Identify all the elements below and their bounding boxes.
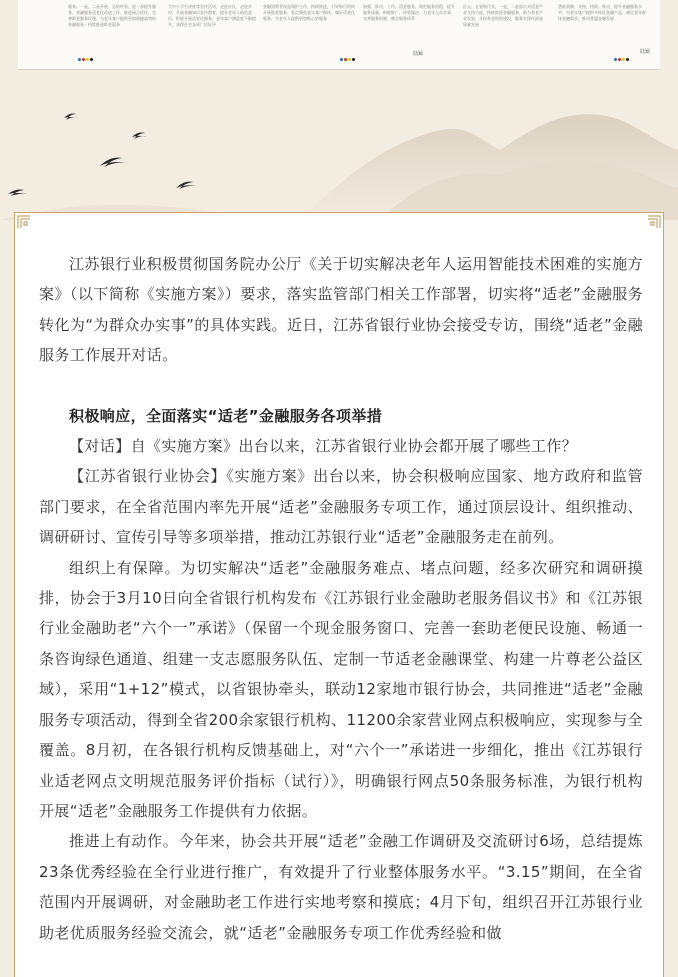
print-color-marks — [614, 58, 629, 61]
corner-ornament-icon — [647, 215, 661, 229]
answer-paragraph: 【江苏省银行业协会】《实施方案》出台以来，协会积极响应国家、地方政府和监管部门要求，在全省范围内率先开展“适老”金融服务专项工作，通过顶层设计、组织推动、调研研讨、宣传引导等多项举措，推动江苏银行业“适老”金融服务走在前列。 — [39, 467, 643, 547]
newspaper-column: 亿元。全省银行业，一是，二是加大对适老产业支持力度，持续推进金融服务，助力养老产业发展，支持养老机构建设，服务实体经济高质量发展 — [463, 4, 543, 27]
bird-icon — [8, 114, 197, 197]
article-card — [14, 212, 664, 977]
newspaper-signature: 陆颖 — [413, 51, 424, 57]
corner-ornament-icon — [17, 215, 31, 229]
newspaper-column: 服务。一是，二是开展，总结经验，进一步提升服务，金融服务适老化改造工作，推进网点优化，完善助老服务设施，为老年客户提供更加便捷高效的金融服务，持续推进助老服务 — [68, 4, 156, 27]
print-color-marks — [78, 58, 93, 61]
print-color-marks — [340, 58, 355, 61]
newspaper-signature: 陆颖 — [640, 49, 651, 55]
newspaper-column: 贷款余额，支持，持续，推动，提升金融服务水平，为老年客户提供多样化金融产品，满足老年群体金融需求，推动普惠金融发展 — [558, 4, 646, 21]
organization-paragraph: 组织上有保障。为切实解决“适老”金融服务难点、堵点问题，经多次研究和调研摸排，协会于3月10日向全省银行机构发布《江苏银行业金融助老服务倡议书》和《江苏银行业金融助老“六个一”承诺》（保留一个现金服务窗口、完善一套助老便民设施、畅通一条咨询绿色通道、组建一支志愿服务队伍、定制一节适老金融课堂、构建一片尊老公益区域），采用“1+12”模式，以省银协牵头，联动12家地市银行协会，共同推进“适老”金融服务专项活动，得到全省200余家银行机构、11200余家营业网点积极响应，实现参与全覆盖。8月初，在各银行机构反馈基础上，对“六个一”承诺进一步细化，推出《江苏银行业适老网点文明规范服务评价指标（试行）》，明确银行网点50条服务标准，为银行机构开展“适老”金融服务工作提供有力依据。 — [39, 558, 643, 820]
newspaper-column: 金融消费者权益保护工作，持续推进，引导银行机构开展助老服务，重点聚焦老年客户群体，做好适老化服务，为老年人提供更加贴心的服务 — [263, 4, 355, 21]
section-heading: 积极响应，全面落实“适老”金融服务各项举措 — [69, 406, 383, 425]
newspaper-clipping — [18, 0, 660, 70]
landscape-illustration — [0, 70, 678, 220]
intro-paragraph: 江苏银行业积极贯彻国务院办公厅《关于切实解决老年人运用智能技术困难的实施方案》（以下简称《实施方案》）要求，落实监管部门相关工作部署，切实将“适老”金融服务转化为“为群众办实事”的具体实践。近日，江苏省银行业协会接受专访，围绕“适老”金融服务工作展开对话。 — [39, 255, 643, 365]
newspaper-column: 加强，推动，工作，适老服务，规范服务流程，提升服务质量，积极推广，经验做法，为老年人办实事，完善服务机制，健全服务体系 — [363, 4, 455, 21]
newspaper-column: 大中小学生讲座等宣传活动，走进社区，走进乡村，开展金融知识宣传教育，提升老年人防范意识，积极开展适老化服务，老年客户满意度不断提升，获得社会各界广泛好评 — [168, 4, 256, 27]
article-body — [39, 249, 643, 948]
question-paragraph: 【对话】自《实施方案》出台以来，江苏省银行业协会都开展了哪些工作？ — [69, 437, 578, 456]
progress-paragraph: 推进上有动作。今年来，协会共开展“适老”金融工作调研及交流研讨6场，总结提炼23条优秀经验在全行业进行推广，有效提升了行业整体服务水平。“3.15”期间，在全省范围内开展调研，对金融助老工作进行实地考察和摸底；4月下旬，组织召开江苏银行业助老优质服务经验交流会，就“适老”金融服务专项工作优秀经验和做 — [39, 832, 643, 942]
